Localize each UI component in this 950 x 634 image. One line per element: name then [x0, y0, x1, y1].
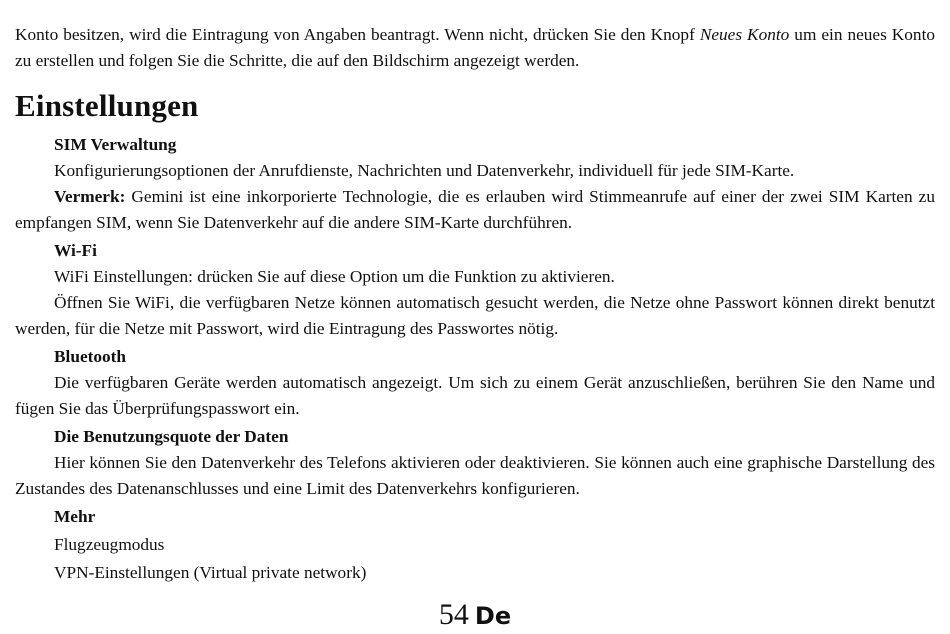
- intro-paragraph: [15, 22, 935, 74]
- more-item-vpn: VPN-Einstellungen (Virtual private network): [54, 563, 367, 582]
- bluetooth-text: Die verfügbaren Geräte werden automatisch angezeigt. Um sich zu einem Gerät anzuschließen, berühren Sie den Name und fügen Sie das Überprüfungspasswort ein.: [15, 373, 935, 418]
- data-usage-title: Die Benutzungsquote der Daten: [54, 427, 289, 446]
- sim-text: Konfigurierungsoptionen der Anrufdienste, Nachrichten und Datenverkehr, individuell für jede SIM-Karte.: [54, 161, 795, 180]
- intro-text-part2: um ein neues Konto zu erstellen und folgen Sie die Schritte, die auf den Bildschirm angezeigt werden.: [15, 25, 936, 70]
- data-usage-text: Hier können Sie den Datenverkehr des Telefons aktivieren oder deaktivieren. Sie können auch eine graphische Darstellung des Zustandes des Datenanschlusses und eine Limit des Datenverkehrs konfigurieren.: [15, 453, 935, 498]
- sim-title: SIM Verwaltung: [54, 135, 177, 154]
- bluetooth-title: Bluetooth: [54, 347, 127, 366]
- wifi-title: Wi-Fi: [54, 241, 97, 260]
- page-number: 54: [438, 598, 469, 631]
- wifi-text-1: WiFi Einstellungen: drücken Sie auf diese Option um die Funktion zu aktivieren.: [54, 267, 615, 286]
- language-code: De: [474, 602, 512, 630]
- more-title: Mehr: [54, 507, 96, 526]
- new-account-button-name: Neues Konto: [699, 25, 790, 44]
- sim-note: [15, 184, 935, 236]
- sim-note-label: Vermerk:: [54, 187, 126, 206]
- sim-note-text: Gemini ist eine inkorporierte Technologie, die es erlauben wird Stimmeanrufe auf einer der zwei SIM Karten zu empfangen SIM, wenn Sie Datenverkehr auf die andere SIM-Karte durchführen.: [15, 187, 935, 232]
- more-item-airplane-mode: Flugzeugmodus: [54, 535, 165, 554]
- wifi-text-2: Öffnen Sie WiFi, die verfügbaren Netze können automatisch gesucht werden, die Netze ohne Passwort können direkt benutzt werden, für die Netze mit Passwort, wird die Eintragung des Passwortes nötig.: [15, 293, 935, 338]
- document-page: [15, 22, 935, 586]
- intro-text-part1: Konto besitzen, wird die Eintragung von Angaben beantragt. Wenn nicht, drücken Sie den Knopf: [15, 25, 700, 44]
- section-heading: Einstellungen: [15, 88, 199, 123]
- page-footer: [0, 597, 950, 634]
